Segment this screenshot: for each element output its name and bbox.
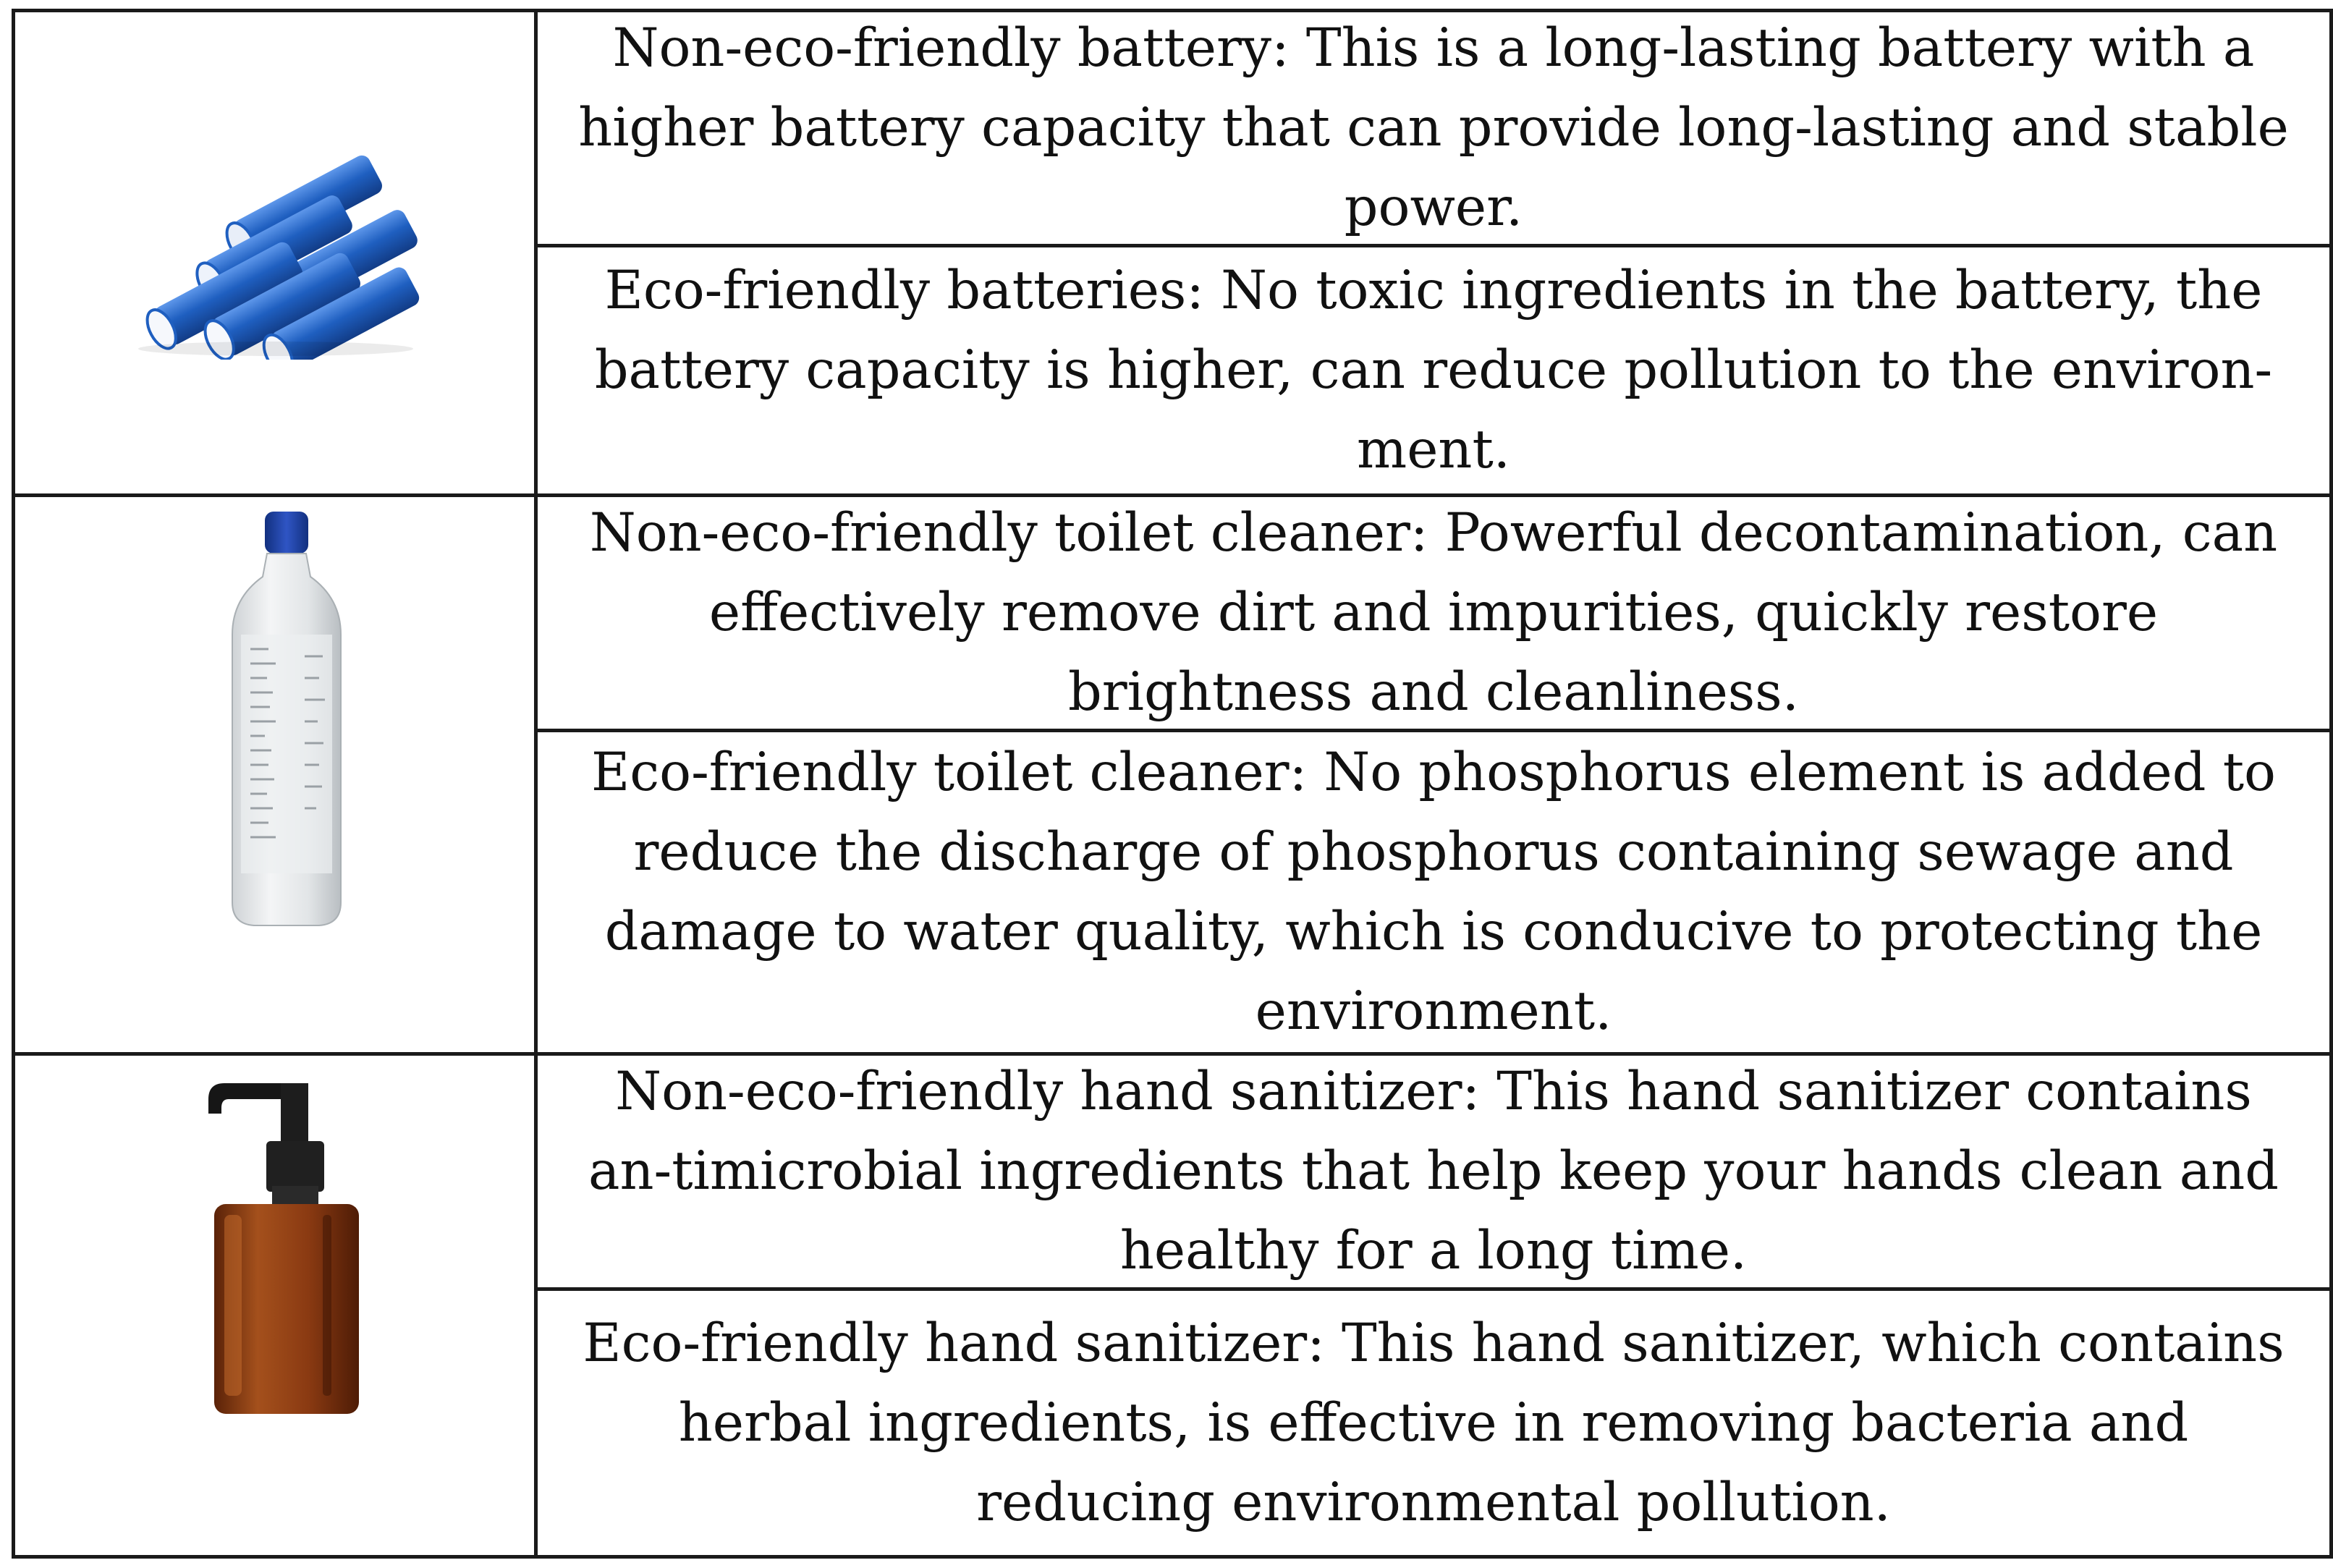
non-eco-battery-description: Non-eco-friendly battery: This is a long-lasting battery with a higher battery capacity that can provide long-lasting and stable power.: [538, 12, 2329, 247]
eco-battery-description: Eco-friendly batteries: No toxic ingredients in the battery, the battery capacity is higher, can reduce pollution to the environ-ment.: [594, 260, 2273, 480]
eco-toilet-cleaner-description: Eco-friendly toilet cleaner: No phosphorus element is added to reduce the discharge of phosphorus containing sewage and damage to water quality, which is conducive to protecting the environment.: [591, 742, 2276, 1042]
hand-sanitizer-pump-bottle-icon: [200, 1070, 366, 1417]
non-eco-toilet-cleaner-description: Non-eco-friendly toilet cleaner: Powerful decontamination, can effectively remove dirt and impurities, quickly restore brightness and cleanliness.: [538, 497, 2329, 732]
hand-sanitizer-text-cells: [538, 1056, 2329, 1555]
battery-text-cells: [538, 12, 2329, 497]
non-eco-hand-sanitizer-description: Non-eco-friendly hand sanitizer: This hand sanitizer contains an-timicrobial ingredients that help keep your hands clean and healthy for a long time.: [538, 1056, 2329, 1291]
toilet-cleaner-bottle-icon: [225, 512, 348, 931]
hand-sanitizer-image-cell: [15, 1056, 538, 1555]
toilet-cleaner-text-cells: [538, 497, 2329, 1056]
battery-stack-icon: [124, 143, 428, 360]
battery-image-cell: [15, 12, 538, 497]
product-comparison-table: [12, 9, 2333, 1559]
eco-hand-sanitizer-description: Eco-friendly hand sanitizer: This hand sanitizer, which contains herbal ingredients, is effective in removing bacteria and reducing environmental pollution.: [583, 1312, 2285, 1533]
toilet-cleaner-image-cell: [15, 497, 538, 1056]
